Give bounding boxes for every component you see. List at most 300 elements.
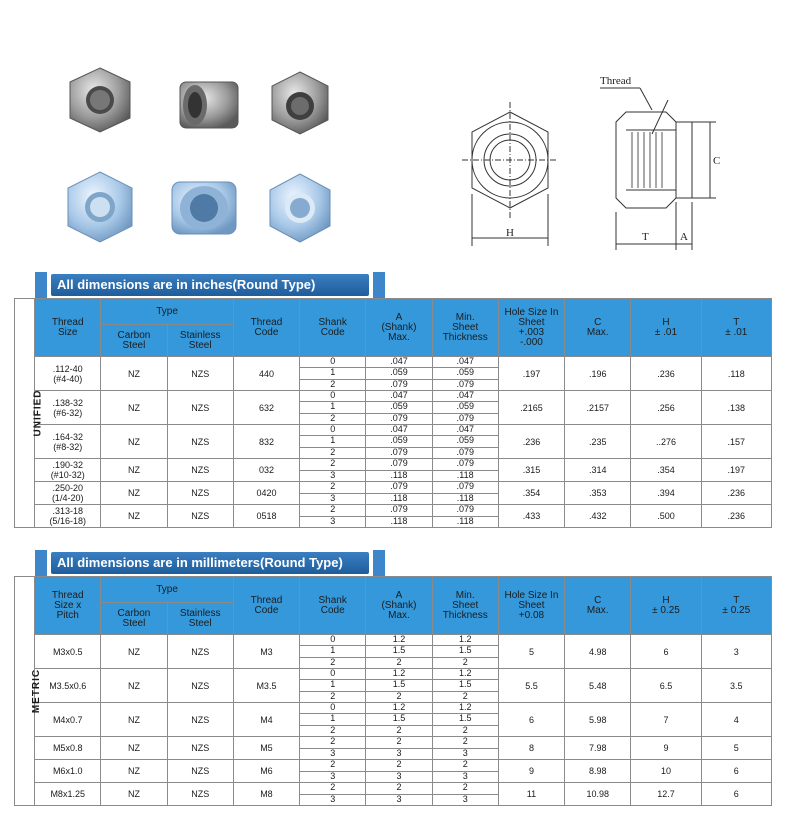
min-sheet-thickness-cell-value: 1.5 [433,680,498,691]
carbon-steel-header [101,325,167,357]
min-sheet-thickness-cell-value: .079 [433,459,498,471]
thread-code-cell: 440 [233,357,299,391]
h-cell: 6.5 [631,669,701,703]
a-shank-max-cell [366,669,432,703]
table-row [15,482,772,505]
min-sheet-thickness-cell-value: 1.2 [433,635,498,646]
thread-size-line: M3.5x0.6 [49,680,87,691]
shank-code-cell-value: 3 [330,515,336,526]
thread-size-cell [35,482,101,505]
h-header [631,299,701,357]
shank-code-cell-value: 1 [300,714,365,725]
min-sheet-thickness-cell-stack [433,737,498,759]
shank-code-cell-value: 2 [330,690,336,701]
thread-size-line: .190-32 [52,460,83,470]
shank-code-cell-stack [300,635,365,668]
thread-code-cell: M8 [233,783,299,806]
header-line: Max. [586,604,609,616]
a-shank-max-cell [366,391,432,425]
header-line: Code [254,604,279,616]
dim-h-label: H [506,227,514,239]
thread-code-header [233,299,299,357]
header-line: T [733,594,740,606]
a-shank-max-header [366,577,432,635]
t-cell: 4 [701,703,771,737]
shank-code-cell-stack [300,737,365,759]
a-shank-max-cell [366,482,432,505]
shank-code-cell [300,703,366,737]
header-line: Shank [318,594,347,606]
shank-code-cell-stack [300,391,365,424]
shank-code-cell-stack [300,703,365,736]
shank-code-cell-value: 0 [300,703,365,714]
header-line: (Shank) [381,321,417,333]
header-line: (Shank) [381,599,417,611]
min-sheet-thickness-header [432,299,498,357]
table-row [15,703,772,737]
min-sheet-thickness-cell-stack [433,505,498,527]
table-row [15,669,772,703]
min-sheet-thickness-cell-value: .047 [433,391,498,402]
min-sheet-thickness-cell-stack [433,635,498,668]
header-line: ± 0.25 [652,604,680,616]
nut-photos-image [60,60,350,260]
thread-size-cell [35,703,101,737]
header-line: Pitch [56,609,79,621]
thread-size-line: (1/4-20) [51,493,84,503]
header-line: A [395,589,403,601]
min-sheet-thickness-cell [432,425,498,459]
header-line: H [662,316,670,328]
t-cell: .236 [701,482,771,505]
metric-banner [35,550,385,576]
header-line: Steel [188,339,212,351]
a-shank-max-cell-value: 1.5 [366,646,431,657]
hole-size-cell: 5.5 [498,669,564,703]
header-line: Size x [54,599,82,611]
shank-code-cell [300,505,366,528]
dim-t-label: T [642,231,649,243]
table-row [15,783,772,806]
a-shank-max-cell-value: .079 [366,459,431,471]
a-shank-max-cell-value: .079 [366,482,431,494]
shank-code-cell-value: 1 [300,680,365,691]
metric-banner-title: All dimensions are in millimeters(Round Type) [57,555,343,570]
min-sheet-thickness-cell [432,505,498,528]
t-cell: 6 [701,760,771,783]
hole-size-cell: .315 [498,459,564,482]
min-sheet-thickness-cell-value: .059 [433,402,498,413]
min-sheet-thickness-cell-value: .059 [433,436,498,447]
thread-size-header [35,299,101,357]
side-label [15,299,44,528]
c-max-cell: .235 [565,425,631,459]
carbon-steel-cell: NZ [101,635,167,669]
header-line: Code [254,326,279,338]
min-sheet-thickness-cell-stack [433,783,498,805]
min-sheet-thickness-cell [432,760,498,783]
shank-code-cell-value: 2 [330,378,336,389]
thread-size-cell [35,459,101,482]
shank-code-cell-stack [300,783,365,805]
carbon-steel-cell: NZ [101,357,167,391]
shank-code-cell-value: 3 [330,770,336,781]
carbon-steel-cell: NZ [101,482,167,505]
header-line: ± .01 [654,326,678,338]
header-line: +.003 [518,326,545,338]
header-line: Steel [188,617,212,629]
stainless-steel-cell: NZS [167,425,233,459]
product-photos [60,60,350,260]
thread-size-line: M6x1.0 [52,766,83,776]
header-line: Thread [51,316,84,328]
c-max-cell: 7.98 [565,737,631,760]
dim-a-label: A [680,231,688,243]
a-shank-max-cell-value: 1.5 [366,680,431,691]
t-cell: .236 [701,505,771,528]
steel-nut-angle-icon [272,72,328,134]
a-shank-max-cell-stack [366,783,431,805]
hole-size-cell: 9 [498,760,564,783]
h-header [631,577,701,635]
a-shank-max-cell-value: .079 [390,378,408,389]
header-line: Hole Size In [504,306,559,318]
zinc-nut-angle-icon [270,174,330,242]
type-header: Type [101,577,234,603]
header-line: Max. [586,326,609,338]
shank-code-cell-value: 2 [300,737,365,749]
carbon-steel-cell: NZ [101,391,167,425]
shank-code-cell [300,482,366,505]
hole-size-cell: 5 [498,635,564,669]
shank-code-cell [300,391,366,425]
stainless-steel-cell: NZS [167,391,233,425]
t-cell: .118 [701,357,771,391]
side-label [15,577,43,806]
min-sheet-thickness-cell-value: 1.5 [433,714,498,725]
a-shank-max-cell-stack [366,425,431,458]
thread-size-line: .112-40 [52,363,83,374]
table-row [15,391,772,425]
min-sheet-thickness-cell-value: 1.2 [433,703,498,714]
min-sheet-thickness-cell-value: 2 [462,724,468,735]
shank-code-cell [300,737,366,760]
min-sheet-thickness-cell-stack [433,703,498,736]
shank-code-cell-stack [300,357,365,390]
min-sheet-thickness-cell-value: 2 [433,737,498,749]
h-cell: 10 [631,760,701,783]
shank-code-cell-value: 1 [300,402,365,413]
table-row [15,760,772,783]
thread-size-cell [35,669,101,703]
c-max-cell: 4.98 [565,635,631,669]
a-shank-max-cell-stack [366,737,431,759]
min-sheet-thickness-cell [432,783,498,806]
t-cell: .157 [701,425,771,459]
shank-code-cell [300,783,366,806]
thread-size-line: M4x0.7 [52,714,83,725]
min-sheet-thickness-cell-value: .079 [456,378,474,389]
a-shank-max-cell-value: .118 [390,515,408,526]
shank-code-cell-value: 3 [330,469,336,480]
a-shank-max-cell [366,357,432,391]
min-sheet-thickness-cell [432,357,498,391]
a-shank-max-cell-value: 3 [396,747,402,758]
t-header [701,577,771,635]
thread-size-line: .313-18 [52,506,83,516]
shank-code-cell-stack [300,425,365,458]
thread-size-cell [35,783,101,806]
h-cell: .354 [631,459,701,482]
stainless-steel-cell: NZS [167,783,233,806]
header-line: Size [57,326,78,338]
shank-code-cell-value: 2 [300,760,365,772]
min-sheet-thickness-cell [432,703,498,737]
side-label-text: METRIC [31,668,43,714]
a-shank-max-cell-stack [366,703,431,736]
inch-dimensions-table [14,298,772,528]
c-max-cell: .353 [565,482,631,505]
thread-size-line: .250-20 [52,483,83,493]
a-shank-max-cell-stack [366,391,431,424]
a-shank-max-cell-value: .079 [366,505,431,517]
header-line: Hole Size In [504,589,559,601]
stainless-steel-cell: NZS [167,459,233,482]
min-sheet-thickness-cell [432,635,498,669]
a-shank-max-cell-value: .059 [366,402,431,413]
header-line: Max. [388,331,410,343]
a-shank-max-cell [366,635,432,669]
header-line: Carbon [117,607,151,619]
min-sheet-thickness-cell-value: .079 [433,505,498,517]
c-max-cell: .432 [565,505,631,528]
hole-size-cell: .197 [498,357,564,391]
a-shank-max-cell-value: 1.2 [366,635,431,646]
min-sheet-thickness-cell-value: 2 [433,783,498,795]
h-cell: 9 [631,737,701,760]
hole-size-header [498,299,564,357]
header-line: Stainless [179,607,221,619]
min-sheet-thickness-cell-value: .079 [433,482,498,494]
shank-code-cell-value: 0 [300,669,365,680]
c-max-cell: .314 [565,459,631,482]
thread-size-line: (#10-32) [50,470,85,480]
header-line: Steel [122,339,146,351]
a-shank-max-cell-value: 2 [366,783,431,795]
min-sheet-thickness-cell-value: .118 [456,469,474,480]
thread-size-line: M3x0.5 [52,646,83,657]
table-row [15,357,772,391]
header-line: C [594,316,602,328]
banner-cap-left [35,550,47,576]
c-max-cell: 8.98 [565,760,631,783]
h-cell: .256 [631,391,701,425]
a-shank-max-cell-value: 1.2 [366,703,431,714]
a-shank-max-cell-value: 3 [396,770,402,781]
thread-code-cell: M3.5 [233,669,299,703]
header-line: Stainless [179,329,221,341]
table-row [15,737,772,760]
carbon-steel-cell: NZ [101,760,167,783]
thread-size-line: M5x0.8 [52,743,83,753]
shank-code-cell-value: 2 [330,446,336,457]
a-shank-max-cell-value: .118 [390,469,408,480]
min-sheet-thickness-cell [432,391,498,425]
a-shank-max-cell [366,505,432,528]
banner-cap-right [373,550,385,576]
a-shank-max-cell-value: .118 [390,492,408,503]
header-line: Sheet [452,599,479,611]
t-cell: 6 [701,783,771,806]
shank-code-cell [300,760,366,783]
thread-size-line: .138-32 [52,397,83,408]
shank-code-cell-value: 2 [330,724,336,735]
nut-drawing-diagram [440,70,740,260]
header-row [15,299,772,325]
shank-code-cell-value: 3 [330,793,336,804]
steel-nut-side-icon [180,82,238,128]
shank-code-cell-value: 2 [300,459,365,471]
shank-code-cell [300,425,366,459]
inch-banner [35,272,385,298]
a-shank-max-cell-value: .047 [366,391,431,402]
h-cell: 7 [631,703,701,737]
min-sheet-thickness-header [432,577,498,635]
inch-banner-title: All dimensions are in inches(Round Type) [57,277,316,292]
a-shank-max-cell [366,737,432,760]
thread-size-header [35,577,101,635]
min-sheet-thickness-cell-stack [433,357,498,390]
shank-code-cell-value: 3 [330,492,336,503]
min-sheet-thickness-cell-stack [433,459,498,481]
header-line: ± .01 [725,326,748,338]
shank-code-cell-stack [300,459,365,481]
shank-code-cell-value: 1 [300,368,365,379]
side-label-text: UNIFIED [32,389,44,437]
a-shank-max-cell-value: 1.2 [366,669,431,680]
h-cell: .500 [631,505,701,528]
shank-code-cell-value: 2 [330,656,336,667]
header-line: Min. [455,311,475,323]
stainless-steel-cell: NZS [167,737,233,760]
shank-code-header [300,299,366,357]
shank-code-cell-value: 2 [330,412,336,423]
a-shank-max-cell-stack [366,505,431,527]
technical-drawing [440,70,740,260]
shank-code-cell-stack [300,482,365,504]
header-line: Code [320,326,345,338]
header-line: Shank [318,316,347,328]
shank-code-cell-value: 2 [300,783,365,795]
min-sheet-thickness-cell [432,459,498,482]
header-line: Sheet [518,316,545,328]
table-row [15,459,772,482]
a-shank-max-cell-value: .059 [366,436,431,447]
shank-code-cell-value: 0 [300,357,365,368]
thread-size-cell [35,737,101,760]
stainless-steel-header [167,325,233,357]
min-sheet-thickness-cell-value: .079 [456,446,474,457]
min-sheet-thickness-cell-value: 2 [433,760,498,772]
c-max-cell: 10.98 [565,783,631,806]
carbon-steel-cell: NZ [101,669,167,703]
shank-code-cell-stack [300,669,365,702]
min-sheet-thickness-cell-value: .047 [433,357,498,368]
header-line: Sheet [452,321,479,333]
shank-code-header [300,577,366,635]
min-sheet-thickness-cell-value: 3 [462,770,468,781]
min-sheet-thickness-cell-value: .118 [456,515,474,526]
stainless-steel-cell: NZS [167,669,233,703]
header-line: Thickness [442,609,488,621]
carbon-steel-cell: NZ [101,425,167,459]
min-sheet-thickness-cell-value: 2 [462,656,468,667]
header-line: Sheet [518,599,545,611]
h-cell: 6 [631,635,701,669]
stainless-steel-header [167,603,233,635]
shank-code-cell-value: 0 [300,635,365,646]
min-sheet-thickness-cell-stack [433,391,498,424]
stainless-steel-cell: NZS [167,482,233,505]
min-sheet-thickness-cell-stack [433,760,498,782]
a-shank-max-cell [366,760,432,783]
shank-code-cell-value: 0 [300,425,365,436]
banner-cap-left [35,272,47,298]
table-row [15,635,772,669]
header-line: Thickness [442,331,488,343]
thread-size-line: .164-32 [52,431,83,442]
thread-label: Thread [600,75,632,87]
hole-size-cell: 6 [498,703,564,737]
carbon-steel-cell: NZ [101,737,167,760]
shank-code-cell-value: 1 [300,436,365,447]
min-sheet-thickness-cell-value: 2 [462,690,468,701]
h-cell: .236 [631,357,701,391]
t-cell: 5 [701,737,771,760]
a-shank-max-cell-value: .079 [390,446,408,457]
a-shank-max-cell [366,703,432,737]
thread-size-cell [35,425,101,459]
min-sheet-thickness-cell [432,737,498,760]
thread-code-cell: M4 [233,703,299,737]
min-sheet-thickness-cell-stack [433,425,498,458]
shank-code-cell-value: 2 [300,482,365,494]
header-line: C [594,594,602,606]
thread-code-cell: 0420 [233,482,299,505]
hole-size-cell: 11 [498,783,564,806]
min-sheet-thickness-cell-value: .059 [433,368,498,379]
min-sheet-thickness-cell-value: 1.5 [433,646,498,657]
min-sheet-thickness-cell-value: 3 [462,747,468,758]
min-sheet-thickness-cell-value: 3 [462,793,468,804]
a-shank-max-cell-stack [366,669,431,702]
min-sheet-thickness-cell-value: .047 [433,425,498,436]
thread-code-cell: M6 [233,760,299,783]
stainless-steel-cell: NZS [167,635,233,669]
a-shank-max-cell-value: 2 [366,760,431,772]
carbon-steel-header [101,603,167,635]
thread-size-cell [35,635,101,669]
a-shank-max-cell-value: 2 [396,656,402,667]
h-cell: ..276 [631,425,701,459]
dim-c-label: C [713,155,721,167]
shank-code-cell-stack [300,505,365,527]
header-line: Thread [250,316,283,328]
a-shank-max-cell-value: 2 [396,724,402,735]
shank-code-cell [300,669,366,703]
header-line: Thread [250,594,283,606]
a-shank-max-cell-value: 2 [396,690,402,701]
